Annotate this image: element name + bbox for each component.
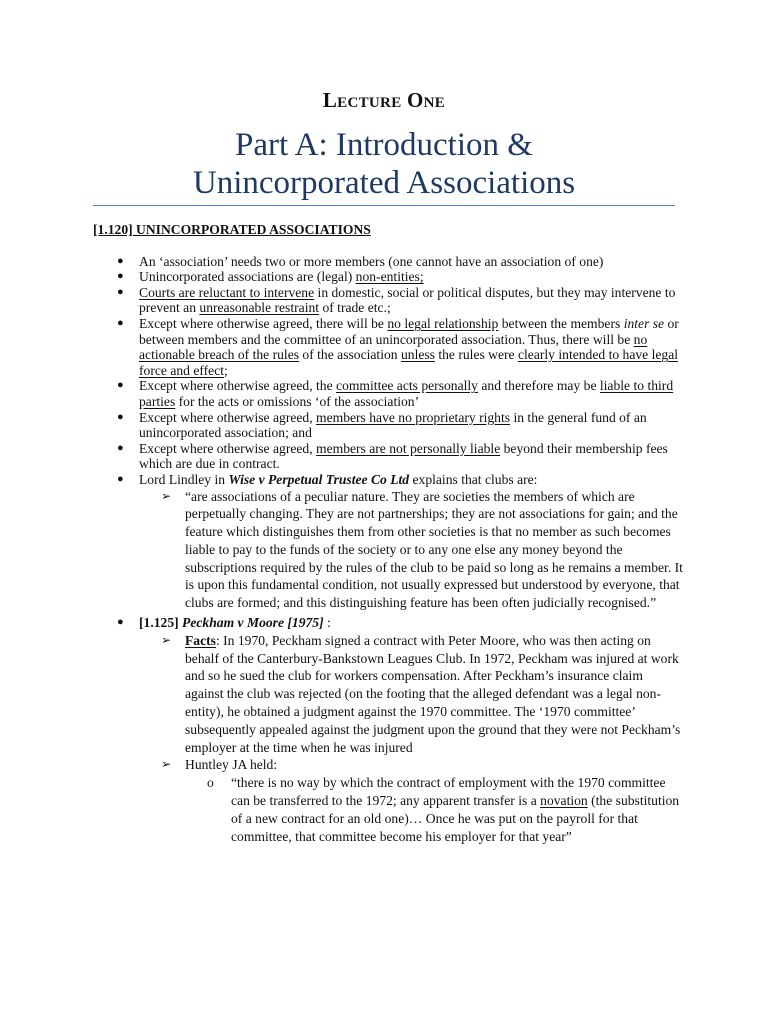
list-item: ● Unincorporated associations are (legal) non-entities; xyxy=(117,269,424,285)
title-divider xyxy=(93,205,675,206)
held-item: ➢ Huntley JA held: o “there is no way by which the contract of employment with the 1970 committee can be transferred to the 1972; any apparent transfer is a novation (the substitution of a new contract for an old one)… Once he was put on the payroll for that committee, that committee become his employer for that year” xyxy=(139,756,683,845)
part-title-line2: Unincorporated Associations xyxy=(192,165,576,201)
bullet-icon: ● xyxy=(117,472,124,485)
list-item: ● Courts are reluctant to intervene in domestic, social or political disputes, but they may intervene to prevent an unreasonable restraint of trade etc.; xyxy=(117,284,676,316)
list-item: ● Except where otherwise agreed, members have no proprietary rights in the general fund of an unincorporated association; and xyxy=(117,409,647,441)
bullet-list xyxy=(93,254,683,846)
bullet-icon: ● xyxy=(117,316,124,329)
list-item: ● An ‘association’ needs two or more members (one cannot have an association of one) xyxy=(117,253,604,269)
bullet-icon: ● xyxy=(117,441,124,454)
sub-list xyxy=(139,632,683,846)
arrow-bullet-icon: ➢ xyxy=(161,757,172,772)
bullet-icon: ● xyxy=(117,379,124,392)
arrow-bullet-icon: ➢ xyxy=(161,632,172,647)
list-item: ● Except where otherwise agreed, the committee acts personally and therefore may be liable to third parties for the acts or omissions ‘of the association’ xyxy=(117,378,674,409)
sub-list xyxy=(139,488,683,613)
sub-sub-list xyxy=(185,774,683,845)
facts-item: ➢ Facts: In 1970, Peckham signed a contract with Peter Moore, who was then acting on behalf of the Canterbury-Bankstown Leagues Club. In 1972, Peckham was injured at work and so he sued the club for workers compensation. After Peckham’s insurance claim against the club was rejected (on the footing that the alleged defendant was a legal non-entity), he obtained a judgment against the 1970 committee. The ‘1970 committee’ subsequently appealed against the judgment upon the ground that they were not Peckham’s employer at the time when he was injured xyxy=(161,632,681,755)
bullet-icon: ● xyxy=(117,616,124,629)
bullet-icon: ● xyxy=(117,410,124,423)
list-item: ● Except where otherwise agreed, there will be no legal relationship between the members inter se or between members and the committee of an unincorporated association. Thus, there will be no actionable breach of the rules of the association unless the rules were clearly intended to have legal force and effect; xyxy=(117,315,679,378)
body-content xyxy=(93,222,683,845)
list-item: ● [1.125] Peckham v Moore [1975] : ➢ Facts: In 1970, Peckham signed a contract with Peter Moore, who was then acting on behalf of the Canterbury-Bankstown Leagues Club. In 1972, Peckham was injured at work and so he sued the club for workers compensation. After Peckham’s insurance claim against the club was rejected (on the footing that the alleged defendant was a legal non-entity), he obtained a judgment against the 1970 committee. The ‘1970 committee’ subsequently appealed against the judgment upon the ground that they were not Peckham’s employer at the time when he was injured ➢ Huntley JA held: o “there is no way by which the contract of employment with the 1970 committee can be transferred to the 1972; any apparent transfer is a novation (the substitution of a new contract for an old one)… Once he was put on the payroll for that committee, that committee become his employer for that year” xyxy=(93,614,683,845)
bullet-icon: ● xyxy=(117,254,124,267)
part-title xyxy=(0,126,768,202)
bullet-icon: ● xyxy=(117,270,124,283)
arrow-bullet-icon: ➢ xyxy=(161,488,172,503)
held-quote-item: o “there is no way by which the contract of employment with the 1970 committee can be transferred to the 1972; any apparent transfer is a novation (the substitution of a new contract for an old one)… Once he was put on the payroll for that committee, that committee become his employer for that year” xyxy=(207,775,680,844)
circle-bullet-icon: o xyxy=(207,775,214,791)
list-item: ● Lord Lindley in Wise v Perpetual Trustee Co Ltd explains that clubs are: ➢ “are associations of a peculiar nature. They are societies the members of which are perpetually changing. They are not partnerships; they are not associations for gain; and the feature which distinguishes them from other societies is that no member as such becomes liable to pay to the funds of the society or to any one else any money beyond the subscriptions required by the rules of the club to be paid so long as he remains a member. It is upon this fundamental condition, not usually expressed but understood by everyone, that clubs are formed; and this distinguishing feature has been often judicially recognised.” xyxy=(117,471,683,611)
quote-item: ➢ “are associations of a peculiar nature. They are societies the members of which are perpetually changing. They are not partnerships; they are not associations for gain; and the feature which distinguishes them from other societies is that no member as such becomes liable to pay to the funds of the society or to any one else any money beyond the subscriptions required by the rules of the club to be paid so long as he remains a member. It is upon this fundamental condition, not usually expressed but understood by everyone, that clubs are formed; and this distinguishing feature has been often judicially recognised.” xyxy=(161,488,683,611)
list-item: ● Except where otherwise agreed, members are not personally liable beyond their membership fees which are due in contract. xyxy=(117,440,668,472)
bullet-icon: ● xyxy=(117,285,124,298)
part-title-line1: Part A: Introduction & xyxy=(235,127,533,163)
section-heading: [1.120] UNINCORPORATED ASSOCIATIONS xyxy=(93,222,371,237)
lecture-heading: Lecture One xyxy=(322,88,446,112)
